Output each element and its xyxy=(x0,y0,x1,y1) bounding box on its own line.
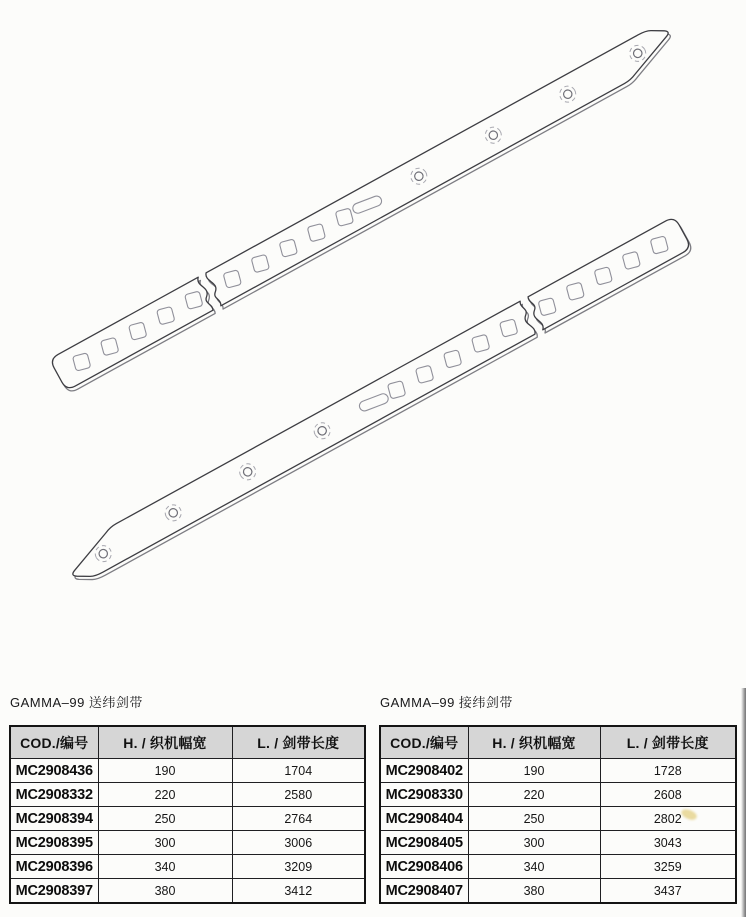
table-row xyxy=(380,759,736,783)
table-row xyxy=(380,879,736,904)
code-cell: MC2908404 xyxy=(380,807,468,831)
feeder-table-title: GAMMA–99 送纬剑带 xyxy=(10,695,143,710)
length-cell: 3209 xyxy=(232,855,365,879)
length-cell: 3259 xyxy=(600,855,736,879)
width-cell: 380 xyxy=(468,879,600,904)
col-header-width: H. / 织机幅宽 xyxy=(98,726,232,759)
length-cell: 2580 xyxy=(232,783,365,807)
table-header-row xyxy=(10,726,365,759)
code-cell: MC2908397 xyxy=(10,879,98,904)
length-cell: 1728 xyxy=(600,759,736,783)
col-header-length: L. / 剑带长度 xyxy=(600,726,736,759)
width-cell: 220 xyxy=(98,783,232,807)
table-row xyxy=(10,831,365,855)
col-header-length: L. / 剑带长度 xyxy=(232,726,365,759)
code-cell: MC2908407 xyxy=(380,879,468,904)
table-row xyxy=(10,879,365,904)
width-cell: 250 xyxy=(98,807,232,831)
table-row xyxy=(10,855,365,879)
code-cell: MC2908330 xyxy=(380,783,468,807)
width-cell: 340 xyxy=(468,855,600,879)
table-row xyxy=(10,759,365,783)
receiver-table-title: GAMMA–99 接纬剑带 xyxy=(380,695,513,710)
code-cell: MC2908394 xyxy=(10,807,98,831)
width-cell: 380 xyxy=(98,879,232,904)
table-row xyxy=(10,807,365,831)
code-cell: MC2908406 xyxy=(380,855,468,879)
col-header-width: H. / 织机幅宽 xyxy=(468,726,600,759)
table-row xyxy=(10,783,365,807)
table-row xyxy=(380,855,736,879)
code-cell: MC2908395 xyxy=(10,831,98,855)
length-cell: 3437 xyxy=(600,879,736,904)
width-cell: 250 xyxy=(468,807,600,831)
rapier-tape-lower xyxy=(62,216,692,585)
feeder-tape-table xyxy=(9,725,366,904)
receiver-tape-table-section xyxy=(379,695,737,904)
width-cell: 220 xyxy=(468,783,600,807)
col-header-code: COD./编号 xyxy=(380,726,468,759)
scan-page-edge-shadow xyxy=(741,688,746,917)
length-cell: 3043 xyxy=(600,831,736,855)
code-cell: MC2908436 xyxy=(10,759,98,783)
width-cell: 190 xyxy=(98,759,232,783)
length-cell: 1704 xyxy=(232,759,365,783)
table-row xyxy=(380,831,736,855)
width-cell: 300 xyxy=(468,831,600,855)
width-cell: 300 xyxy=(98,831,232,855)
length-cell: 2608 xyxy=(600,783,736,807)
length-cell: 2764 xyxy=(232,807,365,831)
code-cell: MC2908332 xyxy=(10,783,98,807)
table-header-row xyxy=(380,726,736,759)
table-row xyxy=(380,783,736,807)
code-cell: MC2908405 xyxy=(380,831,468,855)
length-cell: 3006 xyxy=(232,831,365,855)
length-cell: 3412 xyxy=(232,879,365,904)
width-cell: 190 xyxy=(468,759,600,783)
rapier-tape-upper xyxy=(49,22,679,391)
width-cell: 340 xyxy=(98,855,232,879)
col-header-code: COD./编号 xyxy=(10,726,98,759)
length-cell: 2802 xyxy=(600,807,736,831)
code-cell: MC2908402 xyxy=(380,759,468,783)
code-cell: MC2908396 xyxy=(10,855,98,879)
feeder-tape-table-section xyxy=(9,695,366,904)
